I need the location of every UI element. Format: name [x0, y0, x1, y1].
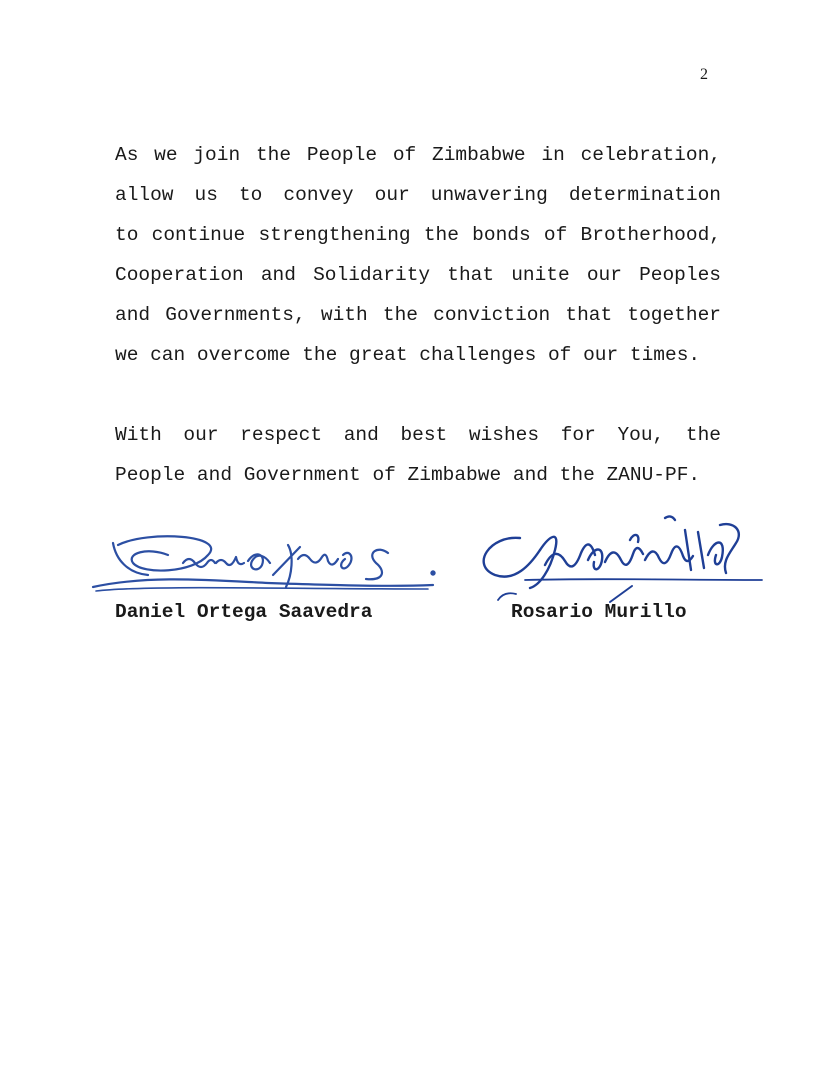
signatory-name-ortega: Daniel Ortega Saavedra: [115, 601, 373, 623]
signatory-name-murillo: Rosario Murillo: [511, 601, 687, 623]
text-line: to continue strengthening the bonds of Brotherhood,: [115, 224, 721, 246]
text-line: With our respect and best wishes for You, the: [115, 424, 721, 446]
body-paragraph-1: [115, 135, 721, 375]
text-line: allow us to convey our unwavering determination: [115, 184, 721, 206]
text-line: and Governments, with the conviction that together: [115, 304, 721, 326]
signature-ortega: [88, 525, 448, 600]
text-line: People and Government of Zimbabwe and the ZANU-PF.: [115, 464, 701, 486]
page-number: 2: [700, 66, 708, 83]
signature-murillo: [470, 510, 770, 605]
text-line: Cooperation and Solidarity that unite our Peoples: [115, 264, 721, 286]
text-line: As we join the People of Zimbabwe in celebration,: [115, 144, 721, 166]
body-paragraph-2: [115, 415, 721, 495]
text-line: we can overcome the great challenges of our times.: [115, 344, 701, 366]
